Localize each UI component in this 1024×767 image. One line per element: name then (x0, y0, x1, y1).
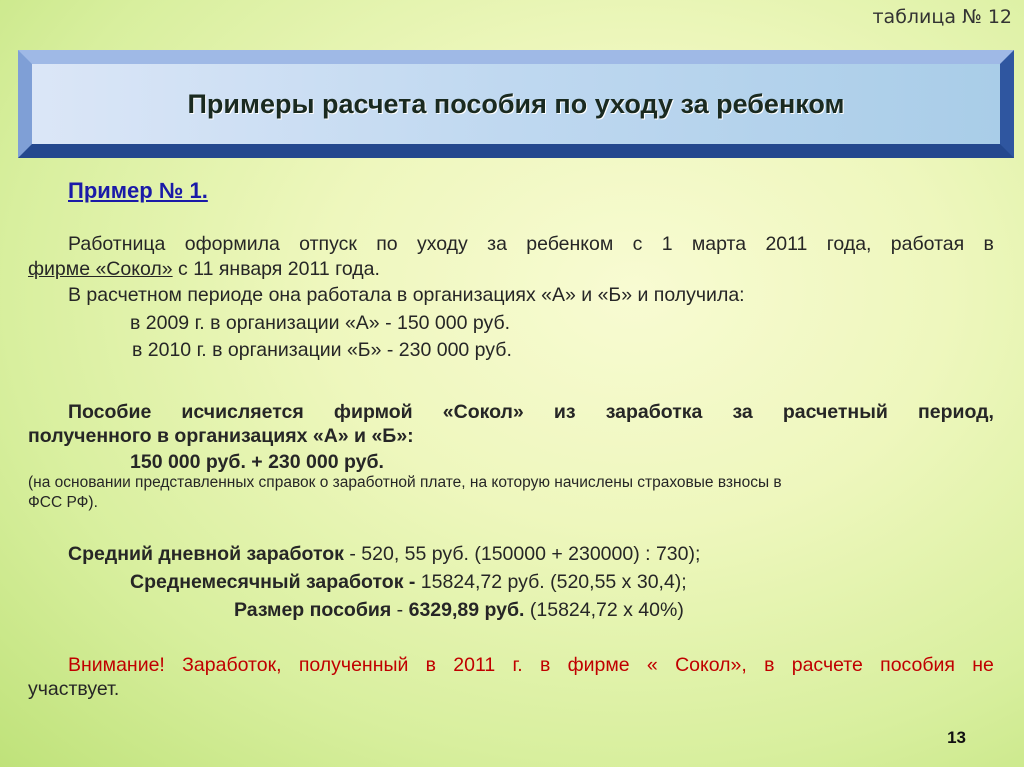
title-banner (32, 64, 1000, 144)
example-title: Пример № 1. (68, 178, 208, 203)
word: отпуск (299, 233, 357, 255)
word: с (632, 233, 643, 255)
paragraph-2: В расчетном периоде она работала в организациях «А» и «Б» и получила: (68, 284, 745, 306)
average-monthly-value: 15824,72 руб. (520,55 х 30,4); (415, 571, 687, 593)
average-daily-earnings (68, 543, 700, 566)
word: исчисляется (181, 401, 304, 423)
warning-word: в (425, 654, 437, 676)
benefit-formula: (15824,72 х 40%) (524, 599, 684, 621)
warning-line-1 (68, 654, 994, 677)
warning-word: « (646, 654, 658, 676)
note-line-2: ФСС РФ). (28, 494, 98, 511)
word: по (376, 233, 398, 255)
word: за (732, 401, 753, 423)
warning-word: фирме (567, 654, 630, 676)
calculation-line-2: полученного в организациях «А» и «Б»: (28, 425, 414, 447)
note-line-1: (на основании представленных справок о заработной плате, на которую начислены страховые взносы в (28, 474, 782, 491)
warning-word: расчете (791, 654, 863, 676)
word: ребенком (526, 233, 614, 255)
warning-word: в (539, 654, 551, 676)
warning-word: пособия (880, 654, 955, 676)
word: за (487, 233, 507, 255)
word: из (553, 401, 576, 423)
paragraph-1-line-2-rest: с 11 января 2011 года. (172, 258, 380, 280)
word: Работница (68, 233, 166, 255)
word: фирмой (333, 401, 413, 423)
page-title: Примеры расчета пособия по уходу за ребенком (187, 88, 845, 119)
warning-word: г. (512, 654, 523, 676)
warning-word: полученный (298, 654, 409, 676)
word: оформила (184, 233, 280, 255)
word: уходу (416, 233, 468, 255)
table-number: таблица № 12 (872, 6, 1012, 28)
warning-word: Сокол», (675, 654, 747, 676)
word: года, (826, 233, 872, 255)
word: «Сокол» (442, 401, 524, 423)
average-monthly-label: Среднемесячный заработок - (130, 571, 416, 593)
page-number: 13 (947, 728, 966, 747)
benefit-dash: - (391, 599, 409, 621)
benefit-label: Размер пособия (234, 599, 392, 621)
benefit-value: 6329,89 руб. (408, 599, 525, 621)
average-daily-label: Средний дневной заработок (68, 543, 344, 565)
word: 1 (661, 233, 673, 255)
earnings-sum: 150 000 руб. + 230 000 руб. (130, 451, 384, 473)
word: работая (890, 233, 965, 255)
word: Пособие (68, 401, 152, 423)
word: период, (917, 401, 994, 423)
word: 2011 (765, 233, 808, 255)
company-link: фирме «Сокол» (28, 258, 173, 280)
paragraph-1-line-2 (28, 258, 380, 281)
warning-word: не (972, 654, 994, 676)
warning-line-2: участвует. (28, 678, 120, 700)
word: заработка (605, 401, 703, 423)
benefit-amount (234, 599, 684, 622)
average-monthly-earnings (130, 571, 687, 594)
word: марта (691, 233, 747, 255)
warning-label: Внимание! (68, 654, 165, 676)
warning-word: Заработок, (182, 654, 282, 676)
earnings-2010: в 2010 г. в организации «Б» - 230 000 руб. (132, 339, 512, 361)
paragraph-1-line-1 (68, 233, 994, 256)
calculation-line-1 (68, 401, 994, 424)
average-daily-value: - 520, 55 руб. (150000 + 230000) : 730); (343, 543, 701, 565)
warning-word: 2011 (453, 654, 496, 676)
word: расчетный (782, 401, 888, 423)
word: в (983, 233, 994, 255)
warning-word: в (764, 654, 775, 676)
earnings-2009: в 2009 г. в организации «А» - 150 000 руб. (130, 312, 511, 334)
